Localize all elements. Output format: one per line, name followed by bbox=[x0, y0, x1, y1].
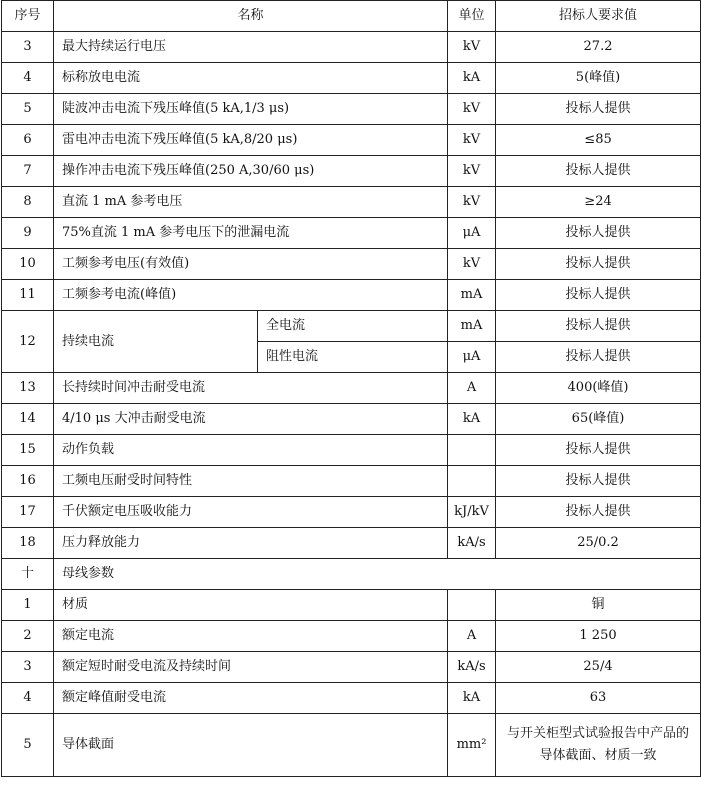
row-name: 额定峰值耐受电流 bbox=[54, 683, 448, 714]
row-value: 投标人提供 bbox=[496, 218, 701, 249]
table-row bbox=[2, 404, 701, 435]
row-name: 材质 bbox=[54, 590, 448, 621]
row-name: 导体截面 bbox=[54, 714, 448, 777]
row-no: 7 bbox=[2, 156, 54, 187]
row-no: 8 bbox=[2, 187, 54, 218]
row-no: 14 bbox=[2, 404, 54, 435]
row-no: 12 bbox=[2, 311, 54, 373]
row-name: 标称放电电流 bbox=[54, 63, 448, 94]
row-name: 压力释放能力 bbox=[54, 528, 448, 559]
row-unit: kA bbox=[448, 63, 496, 94]
row-value: 投标人提供 bbox=[496, 497, 701, 528]
row-unit: kV bbox=[448, 187, 496, 218]
table-row bbox=[2, 590, 701, 621]
row-name: 75%直流 1 mA 参考电压下的泄漏电流 bbox=[54, 218, 448, 249]
row-no: 11 bbox=[2, 280, 54, 311]
row-unit: A bbox=[448, 621, 496, 652]
row-value: 27.2 bbox=[496, 32, 701, 63]
row-no: 16 bbox=[2, 466, 54, 497]
row-value: 25/0.2 bbox=[496, 528, 701, 559]
row-name: 额定短时耐受电流及持续时间 bbox=[54, 652, 448, 683]
table-row bbox=[2, 94, 701, 125]
row-name: 工频参考电压(有效值) bbox=[54, 249, 448, 280]
table-row bbox=[2, 621, 701, 652]
row-name: 千伏额定电压吸收能力 bbox=[54, 497, 448, 528]
row-value: 铜 bbox=[496, 590, 701, 621]
row-name: 最大持续运行电压 bbox=[54, 32, 448, 63]
table-row bbox=[2, 373, 701, 404]
table-row bbox=[2, 311, 701, 342]
row-value: 1 250 bbox=[496, 621, 701, 652]
row-unit: kV bbox=[448, 94, 496, 125]
table-row bbox=[2, 125, 701, 156]
table-row bbox=[2, 435, 701, 466]
row-value: 投标人提供 bbox=[496, 342, 701, 373]
row-unit: kA/s bbox=[448, 528, 496, 559]
table-row bbox=[2, 466, 701, 497]
table-row bbox=[2, 497, 701, 528]
parameter-table bbox=[1, 0, 701, 777]
row-name: 4/10 μs 大冲击耐受电流 bbox=[54, 404, 448, 435]
row-value: 65(峰值) bbox=[496, 404, 701, 435]
row-value: ≥24 bbox=[496, 187, 701, 218]
row-value: 投标人提供 bbox=[496, 466, 701, 497]
row-value: 25/4 bbox=[496, 652, 701, 683]
row-no: 9 bbox=[2, 218, 54, 249]
row-value: 与开关柜型式试验报告中产品的导体截面、材质一致 bbox=[496, 714, 701, 777]
row-no: 5 bbox=[2, 94, 54, 125]
row-unit: A bbox=[448, 373, 496, 404]
table-row bbox=[2, 249, 701, 280]
row-unit: mA bbox=[448, 280, 496, 311]
row-unit: kA bbox=[448, 683, 496, 714]
table-row bbox=[2, 156, 701, 187]
row-no: 3 bbox=[2, 32, 54, 63]
section-no: 十 bbox=[2, 559, 54, 590]
row-no: 18 bbox=[2, 528, 54, 559]
row-unit: kV bbox=[448, 125, 496, 156]
row-subname: 全电流 bbox=[258, 311, 448, 342]
table-header-row bbox=[2, 1, 701, 32]
table-row bbox=[2, 652, 701, 683]
table-row bbox=[2, 63, 701, 94]
row-unit: kA bbox=[448, 404, 496, 435]
row-name: 直流 1 mA 参考电压 bbox=[54, 187, 448, 218]
row-unit: kV bbox=[448, 249, 496, 280]
row-unit bbox=[448, 435, 496, 466]
row-no: 4 bbox=[2, 683, 54, 714]
row-no: 3 bbox=[2, 652, 54, 683]
row-name: 工频参考电流(峰值) bbox=[54, 280, 448, 311]
row-name: 额定电流 bbox=[54, 621, 448, 652]
table-row bbox=[2, 32, 701, 63]
table-row bbox=[2, 187, 701, 218]
row-no: 10 bbox=[2, 249, 54, 280]
row-value: 投标人提供 bbox=[496, 435, 701, 466]
row-unit: kV bbox=[448, 32, 496, 63]
row-no: 13 bbox=[2, 373, 54, 404]
section-title: 母线参数 bbox=[54, 559, 701, 590]
row-unit: mA bbox=[448, 311, 496, 342]
table-row bbox=[2, 218, 701, 249]
row-subname: 阻性电流 bbox=[258, 342, 448, 373]
row-no: 15 bbox=[2, 435, 54, 466]
row-value: 400(峰值) bbox=[496, 373, 701, 404]
row-value: 投标人提供 bbox=[496, 156, 701, 187]
row-no: 6 bbox=[2, 125, 54, 156]
row-value: 投标人提供 bbox=[496, 249, 701, 280]
row-unit: kA/s bbox=[448, 652, 496, 683]
row-unit: kV bbox=[448, 156, 496, 187]
header-no: 序号 bbox=[2, 1, 54, 32]
row-name: 雷电冲击电流下残压峰值(5 kA,8/20 μs) bbox=[54, 125, 448, 156]
table-row bbox=[2, 683, 701, 714]
row-value: 投标人提供 bbox=[496, 280, 701, 311]
row-no: 4 bbox=[2, 63, 54, 94]
row-value: ≤85 bbox=[496, 125, 701, 156]
row-value: 投标人提供 bbox=[496, 311, 701, 342]
table-row bbox=[2, 714, 701, 777]
row-value: 投标人提供 bbox=[496, 94, 701, 125]
table-row bbox=[2, 280, 701, 311]
row-name: 陡波冲击电流下残压峰值(5 kA,1/3 μs) bbox=[54, 94, 448, 125]
row-unit bbox=[448, 466, 496, 497]
row-unit: kJ/kV bbox=[448, 497, 496, 528]
row-name: 动作负载 bbox=[54, 435, 448, 466]
row-name: 持续电流 bbox=[54, 311, 258, 373]
row-value: 63 bbox=[496, 683, 701, 714]
section-row bbox=[2, 559, 701, 590]
row-name: 长持续时间冲击耐受电流 bbox=[54, 373, 448, 404]
row-no: 17 bbox=[2, 497, 54, 528]
row-value: 5(峰值) bbox=[496, 63, 701, 94]
row-no: 5 bbox=[2, 714, 54, 777]
row-unit: μA bbox=[448, 342, 496, 373]
row-name: 工频电压耐受时间特性 bbox=[54, 466, 448, 497]
header-unit: 单位 bbox=[448, 1, 496, 32]
header-value: 招标人要求值 bbox=[496, 1, 701, 32]
row-no: 1 bbox=[2, 590, 54, 621]
row-name: 操作冲击电流下残压峰值(250 A,30/60 μs) bbox=[54, 156, 448, 187]
row-unit: mm² bbox=[448, 714, 496, 777]
row-unit bbox=[448, 590, 496, 621]
header-name: 名称 bbox=[54, 1, 448, 32]
table-row bbox=[2, 528, 701, 559]
row-no: 2 bbox=[2, 621, 54, 652]
row-unit: μA bbox=[448, 218, 496, 249]
